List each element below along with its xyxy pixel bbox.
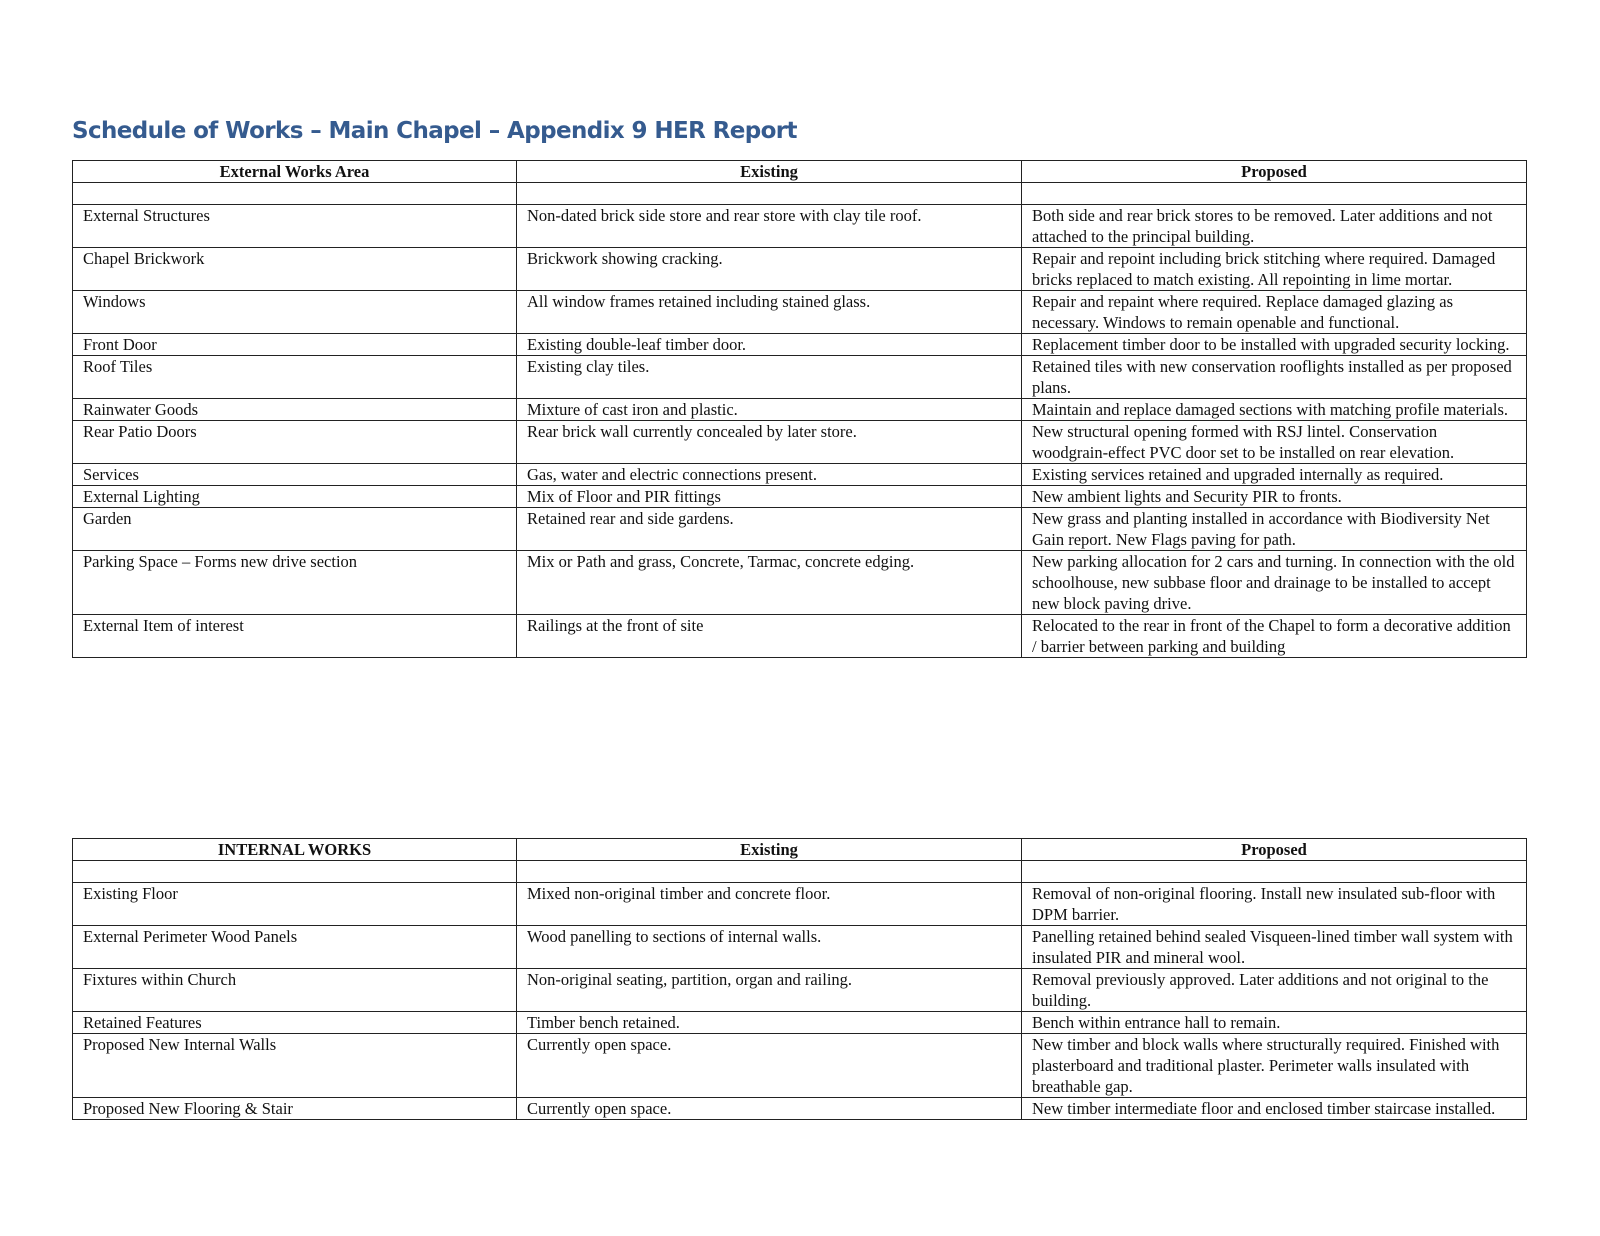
cell-proposed: Removal of non-original flooring. Install new insulated sub-floor with DPM barrier. [1022,883,1527,926]
table-row [73,291,1527,334]
cell-area: Rainwater Goods [73,399,517,421]
cell-proposed: Bench within entrance hall to remain. [1022,1012,1527,1034]
table-row [73,248,1527,291]
page-title: Schedule of Works – Main Chapel – Appendix 9 HER Report [72,118,797,144]
cell-area: External Perimeter Wood Panels [73,926,517,969]
blank-row [73,861,1527,883]
table-row [73,926,1527,969]
table-row [73,969,1527,1012]
cell-existing: Mixture of cast iron and plastic. [517,399,1022,421]
blank-cell [1022,183,1527,205]
cell-proposed: Retained tiles with new conservation rooflights installed as per proposed plans. [1022,356,1527,399]
cell-existing: Railings at the front of site [517,615,1022,658]
cell-existing: All window frames retained including stained glass. [517,291,1022,334]
column-header-proposed: Proposed [1022,161,1527,183]
cell-existing: Timber bench retained. [517,1012,1022,1034]
cell-area: Windows [73,291,517,334]
blank-cell [517,183,1022,205]
blank-cell [1022,861,1527,883]
cell-area: Chapel Brickwork [73,248,517,291]
table-row [73,205,1527,248]
cell-proposed: Repair and repaint where required. Replace damaged glazing as necessary. Windows to remain openable and functional. [1022,291,1527,334]
cell-area: Proposed New Flooring & Stair [73,1098,517,1120]
cell-proposed: Replacement timber door to be installed with upgraded security locking. [1022,334,1527,356]
table-row [73,334,1527,356]
column-header-existing: Existing [517,161,1022,183]
cell-proposed: Both side and rear brick stores to be removed. Later additions and not attached to the principal building. [1022,205,1527,248]
table-row [73,399,1527,421]
cell-area: Rear Patio Doors [73,421,517,464]
cell-area: External Lighting [73,486,517,508]
table-row [73,1012,1527,1034]
cell-existing: Existing clay tiles. [517,356,1022,399]
table-row [73,356,1527,399]
cell-proposed: New timber intermediate floor and enclosed timber staircase installed. [1022,1098,1527,1120]
cell-proposed: New parking allocation for 2 cars and turning. In connection with the old schoolhouse, new subbase floor and drainage to be installed to accept new block paving drive. [1022,551,1527,615]
cell-existing: Currently open space. [517,1098,1022,1120]
blank-cell [73,861,517,883]
cell-proposed: Removal previously approved. Later additions and not original to the building. [1022,969,1527,1012]
cell-area: Parking Space – Forms new drive section [73,551,517,615]
cell-area: Retained Features [73,1012,517,1034]
cell-proposed: New timber and block walls where structurally required. Finished with plasterboard and traditional plaster. Perimeter walls insulated with breathable gap. [1022,1034,1527,1098]
cell-area: Existing Floor [73,883,517,926]
table-header-row [73,161,1527,183]
blank-row [73,183,1527,205]
table-header-row [73,839,1527,861]
cell-existing: Mix of Floor and PIR fittings [517,486,1022,508]
cell-existing: Rear brick wall currently concealed by later store. [517,421,1022,464]
table-row [73,1034,1527,1098]
cell-area: External Item of interest [73,615,517,658]
cell-proposed: New grass and planting installed in accordance with Biodiversity Net Gain report. New Flags paving for path. [1022,508,1527,551]
cell-proposed: Panelling retained behind sealed Visqueen-lined timber wall system with insulated PIR and mineral wool. [1022,926,1527,969]
table-row [73,615,1527,658]
cell-proposed: Repair and repoint including brick stitching where required. Damaged bricks replaced to match existing. All repointing in lime mortar. [1022,248,1527,291]
cell-proposed: New ambient lights and Security PIR to fronts. [1022,486,1527,508]
blank-cell [517,861,1022,883]
cell-area: Roof Tiles [73,356,517,399]
column-header-area: External Works Area [73,161,517,183]
table-row [73,1098,1527,1120]
cell-proposed: Existing services retained and upgraded internally as required. [1022,464,1527,486]
cell-area: Garden [73,508,517,551]
table-row [73,883,1527,926]
cell-existing: Non-dated brick side store and rear store with clay tile roof. [517,205,1022,248]
cell-existing: Mixed non-original timber and concrete floor. [517,883,1022,926]
table-row [73,464,1527,486]
cell-existing: Retained rear and side gardens. [517,508,1022,551]
cell-existing: Gas, water and electric connections present. [517,464,1022,486]
cell-proposed: Maintain and replace damaged sections with matching profile materials. [1022,399,1527,421]
cell-proposed: Relocated to the rear in front of the Chapel to form a decorative addition / barrier between parking and building [1022,615,1527,658]
cell-existing: Currently open space. [517,1034,1022,1098]
cell-existing: Brickwork showing cracking. [517,248,1022,291]
table-row [73,551,1527,615]
cell-existing: Wood panelling to sections of internal walls. [517,926,1022,969]
table-row [73,421,1527,464]
table-row [73,486,1527,508]
table-row [73,508,1527,551]
cell-area: External Structures [73,205,517,248]
cell-area: Proposed New Internal Walls [73,1034,517,1098]
cell-existing: Existing double-leaf timber door. [517,334,1022,356]
cell-existing: Mix or Path and grass, Concrete, Tarmac, concrete edging. [517,551,1022,615]
column-header-proposed: Proposed [1022,839,1527,861]
cell-area: Front Door [73,334,517,356]
cell-area: Fixtures within Church [73,969,517,1012]
cell-proposed: New structural opening formed with RSJ lintel. Conservation woodgrain-effect PVC door set to be installed on rear elevation. [1022,421,1527,464]
cell-existing: Non-original seating, partition, organ and railing. [517,969,1022,1012]
blank-cell [73,183,517,205]
column-header-area: INTERNAL WORKS [73,839,517,861]
cell-area: Services [73,464,517,486]
external-works-table [72,160,1527,658]
column-header-existing: Existing [517,839,1022,861]
internal-works-table [72,838,1527,1120]
